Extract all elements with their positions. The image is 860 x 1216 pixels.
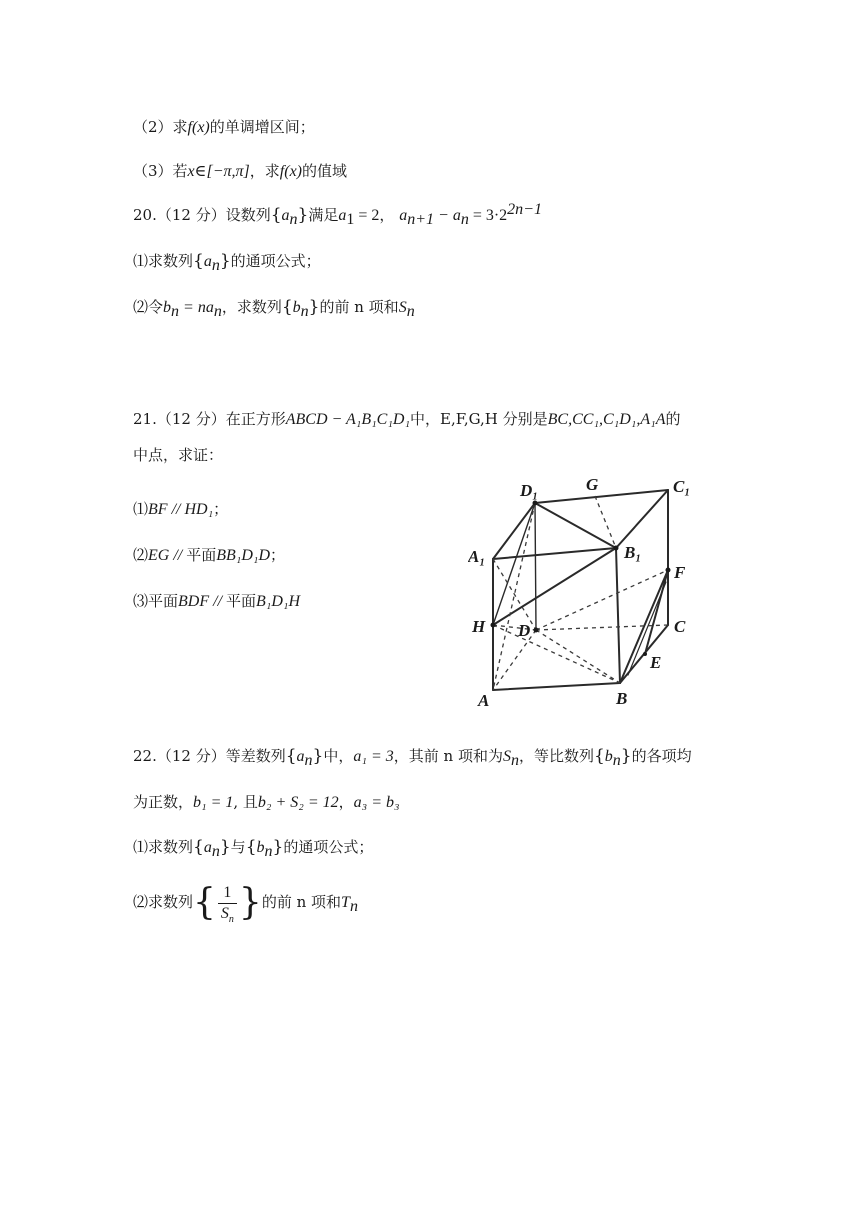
q22-p2-frac-den: [218, 904, 237, 924]
q22-p2-tail: 的前 n 项和: [261, 893, 342, 911]
edge-H-B1: [493, 548, 616, 625]
q22-p1-label: ⑴求数列: [133, 838, 194, 856]
q22-p2-fraction: [218, 883, 237, 924]
label-E: E: [650, 653, 662, 672]
q22-p1-and: 与: [230, 838, 246, 856]
q22-p1-seq-a-sub: n: [211, 843, 220, 860]
edge-D1-C1: [535, 490, 668, 503]
q22-p1-seq-b-sub: n: [264, 843, 273, 860]
q22-seq-a: a: [296, 748, 305, 765]
q20-rec-left-sub: n+1: [407, 211, 435, 228]
q22-p2-brace-open: {: [193, 882, 216, 923]
q20-p1-tail: 的通项公式；: [230, 252, 321, 270]
q21-heading: [133, 409, 680, 430]
label-C: C: [674, 617, 686, 636]
q20-rec-left: a: [399, 207, 408, 224]
q22-b1: b₁ = 1: [193, 794, 234, 811]
label-C1: C₁: [673, 477, 691, 496]
q21-p2-plane: 平面: [186, 546, 217, 564]
dot-E: [643, 652, 647, 656]
hidden-G-B1: [595, 496, 616, 548]
label-H: H: [472, 617, 486, 636]
dot-D1: [533, 501, 538, 506]
q20-part2: [133, 297, 415, 318]
q20-p2-mid: ，求数列: [221, 298, 282, 316]
q21-p2-tail: ；: [270, 546, 286, 564]
q20-p1-seq-sub: n: [211, 257, 220, 274]
edge-A-B: [493, 683, 620, 690]
q20-p2-b-sub: n: [171, 303, 180, 320]
cube-labels: [468, 475, 690, 710]
q20-brace-close: }: [297, 205, 309, 225]
label-D1: D₁: [520, 481, 539, 500]
q20-p2-label: ⑵令: [133, 298, 164, 316]
q19-part2-tail: 的单调增区间；: [209, 118, 315, 136]
q22-S-sub: n: [510, 752, 519, 769]
q21-edges: BC,CC₁,C₁D₁,A₁A: [547, 411, 666, 428]
q22-tail: 的各项均: [631, 747, 692, 765]
q19-part3-fx: f(x): [279, 163, 302, 180]
cube-solid-edges: [493, 490, 668, 690]
q21-p3-name2: B₁D₁H: [256, 593, 301, 610]
q22-mid2: ，其前 n 项和为: [393, 747, 503, 765]
q22-mid1: 中，: [323, 747, 354, 765]
q22-p2-frac-S-sub: n: [228, 913, 234, 925]
q19-part2-fx: f(x): [187, 119, 210, 136]
q20-heading: [133, 201, 542, 228]
q22-p1-brace-close-a: }: [219, 837, 231, 857]
q20-p1-seq: a: [203, 253, 212, 270]
q22-p2-T-sub: n: [349, 898, 358, 915]
q22-S: S: [502, 748, 511, 765]
label-D: D: [518, 621, 531, 640]
dot-H: [491, 623, 496, 628]
edge-A1-D1: [493, 503, 535, 559]
q22-heading: [133, 746, 692, 767]
q20-p2-S-sub: n: [406, 303, 415, 320]
edge-A1-B1: [493, 548, 616, 559]
q22-part1: [133, 837, 373, 858]
q21-tail: 的: [665, 410, 681, 428]
q22-mid3: ，等比数列: [518, 747, 594, 765]
edge-B1-B: [616, 548, 620, 683]
hidden-D-F: [536, 570, 668, 630]
edge-D1-D: [535, 503, 536, 630]
q20-head-text: 20.（12 分）设数列: [133, 206, 271, 224]
dot-B1: [614, 546, 619, 551]
q20-p2-eq: = na: [179, 299, 214, 316]
label-B1: B₁: [624, 543, 642, 562]
q22-a1: a₁ = 3: [353, 748, 394, 765]
q21-part1: [133, 499, 228, 520]
q20-p2-tail: 的前 n 项和: [319, 298, 399, 316]
q20-rec-exp: 2n−1: [507, 201, 542, 218]
label-A: A: [478, 691, 490, 710]
q22-p2-frac-num: 1: [218, 883, 237, 904]
hidden-H-B: [493, 625, 620, 683]
q22-line2: [133, 792, 400, 813]
q20-a1-sub: 1: [346, 211, 355, 228]
q21-p3-label: ⑶平面: [133, 592, 179, 610]
edge-E-F: [645, 570, 668, 654]
q20-p2-seq-sub: n: [300, 303, 309, 320]
q21-line2-text: 中点，求证：: [133, 446, 224, 464]
q21-part3: [133, 591, 300, 612]
hidden-D-B: [536, 630, 620, 683]
q22-brace-open-b: {: [593, 746, 605, 766]
q21-p2-name: BB₁D₁D: [216, 547, 271, 564]
q22-seq-b: b: [604, 748, 613, 765]
q22-brace-open-a: {: [285, 746, 297, 766]
q20-p1-brace-open: {: [193, 251, 204, 271]
q22-head-text: 22.（12 分）等差数列: [133, 747, 286, 765]
q20-p2-a-sub: n: [213, 303, 222, 320]
q22-p2-brace-close: }: [238, 882, 262, 923]
q20-p1-brace-close: }: [219, 251, 231, 271]
q21-head-text: 21.（12 分）在正方形: [133, 410, 286, 428]
q21-cube: ABCD − A₁B₁C₁D₁: [285, 411, 411, 428]
q22-p1-brace-close-b: }: [272, 837, 284, 857]
q19-part3-label: （3）若: [133, 162, 188, 180]
q22-cond: b₂ + S₂ = 12: [257, 794, 339, 811]
q22-line2a: 为正数，: [133, 793, 194, 811]
q22-line2b: , 且: [233, 793, 258, 811]
dot-D: [534, 628, 539, 633]
q21-p3-name: BDF //: [178, 593, 227, 610]
q19-part2-label: （2）求: [133, 118, 188, 136]
q21-p1-label: ⑴: [133, 500, 149, 518]
q20-rec-minus: − a: [434, 207, 461, 224]
q21-p2-label: ⑵: [133, 546, 149, 564]
q20-p2-b: b: [163, 299, 172, 316]
q22-part2: [133, 880, 358, 925]
q22-p2-frac-S: S: [220, 904, 229, 922]
q22-sep: ，: [338, 793, 354, 811]
q19-part2: [133, 117, 315, 138]
q22-brace-close-a: }: [312, 746, 324, 766]
q19-part3-tail: 的值域: [302, 162, 348, 180]
q20-sep: ，: [379, 206, 395, 224]
q20-p2-seq: b: [292, 299, 301, 316]
hidden-D1-D-mid: [493, 559, 536, 630]
q22-seq-a-sub: n: [304, 752, 313, 769]
q21-p2-expr: EG //: [148, 547, 187, 564]
q20-p1-label: ⑴求数列: [133, 252, 194, 270]
label-B: B: [616, 689, 628, 708]
q20-seq: a: [281, 207, 290, 224]
q20-rec-right-sub: n: [460, 211, 469, 228]
edge-D1-H: [493, 503, 535, 625]
q20-seq-sub: n: [289, 211, 298, 228]
q22-cond2: a₃ = b₃: [353, 794, 400, 811]
q19-part3-mid: ，求: [249, 162, 280, 180]
dot-F: [666, 568, 671, 573]
q19-part3: [133, 161, 347, 182]
q22-p1-seq-b: b: [256, 839, 265, 856]
q21-line2: [133, 445, 223, 465]
q21-mid: 中，E,F,G,H 分别是: [410, 410, 548, 428]
q22-p2-label: ⑵求数列: [133, 893, 194, 911]
q20-p2-brace-open: {: [281, 297, 293, 317]
q19-part3-cond: x∈[−π,π]: [187, 163, 250, 180]
q20-rec-val: = 3·2: [468, 207, 508, 224]
q20-p2-S: S: [398, 299, 407, 316]
label-G: G: [586, 475, 599, 494]
q20-a1-val: = 2: [354, 207, 380, 224]
q22-seq-b-sub: n: [612, 752, 621, 769]
label-A1: A₁: [468, 547, 486, 566]
q20-p2-brace-close: }: [308, 297, 320, 317]
q22-brace-close-b: }: [620, 746, 632, 766]
q20-a1: a: [338, 207, 347, 224]
q21-part2: [133, 545, 285, 566]
edge-D1-B1: [535, 503, 616, 548]
q21-p3-plane: 平面: [226, 592, 257, 610]
q20-part1: [133, 251, 321, 272]
q20-satisfy: 满足: [308, 206, 339, 224]
q22-p1-brace-open-b: {: [245, 837, 257, 857]
edge-B1-C1: [616, 490, 668, 548]
q21-p1-tail: ；: [213, 500, 229, 518]
q22-p1-tail: 的通项公式；: [283, 838, 374, 856]
q20-brace-open: {: [270, 205, 282, 225]
q22-p1-brace-open-a: {: [193, 837, 204, 857]
q22-p2-T: T: [341, 894, 350, 911]
label-F: F: [674, 563, 686, 582]
cube-figure: [468, 470, 708, 715]
q22-p1-seq-a: a: [203, 839, 212, 856]
hidden-D-C: [536, 625, 668, 630]
q21-p1-expr: BF // HD₁: [148, 501, 214, 518]
